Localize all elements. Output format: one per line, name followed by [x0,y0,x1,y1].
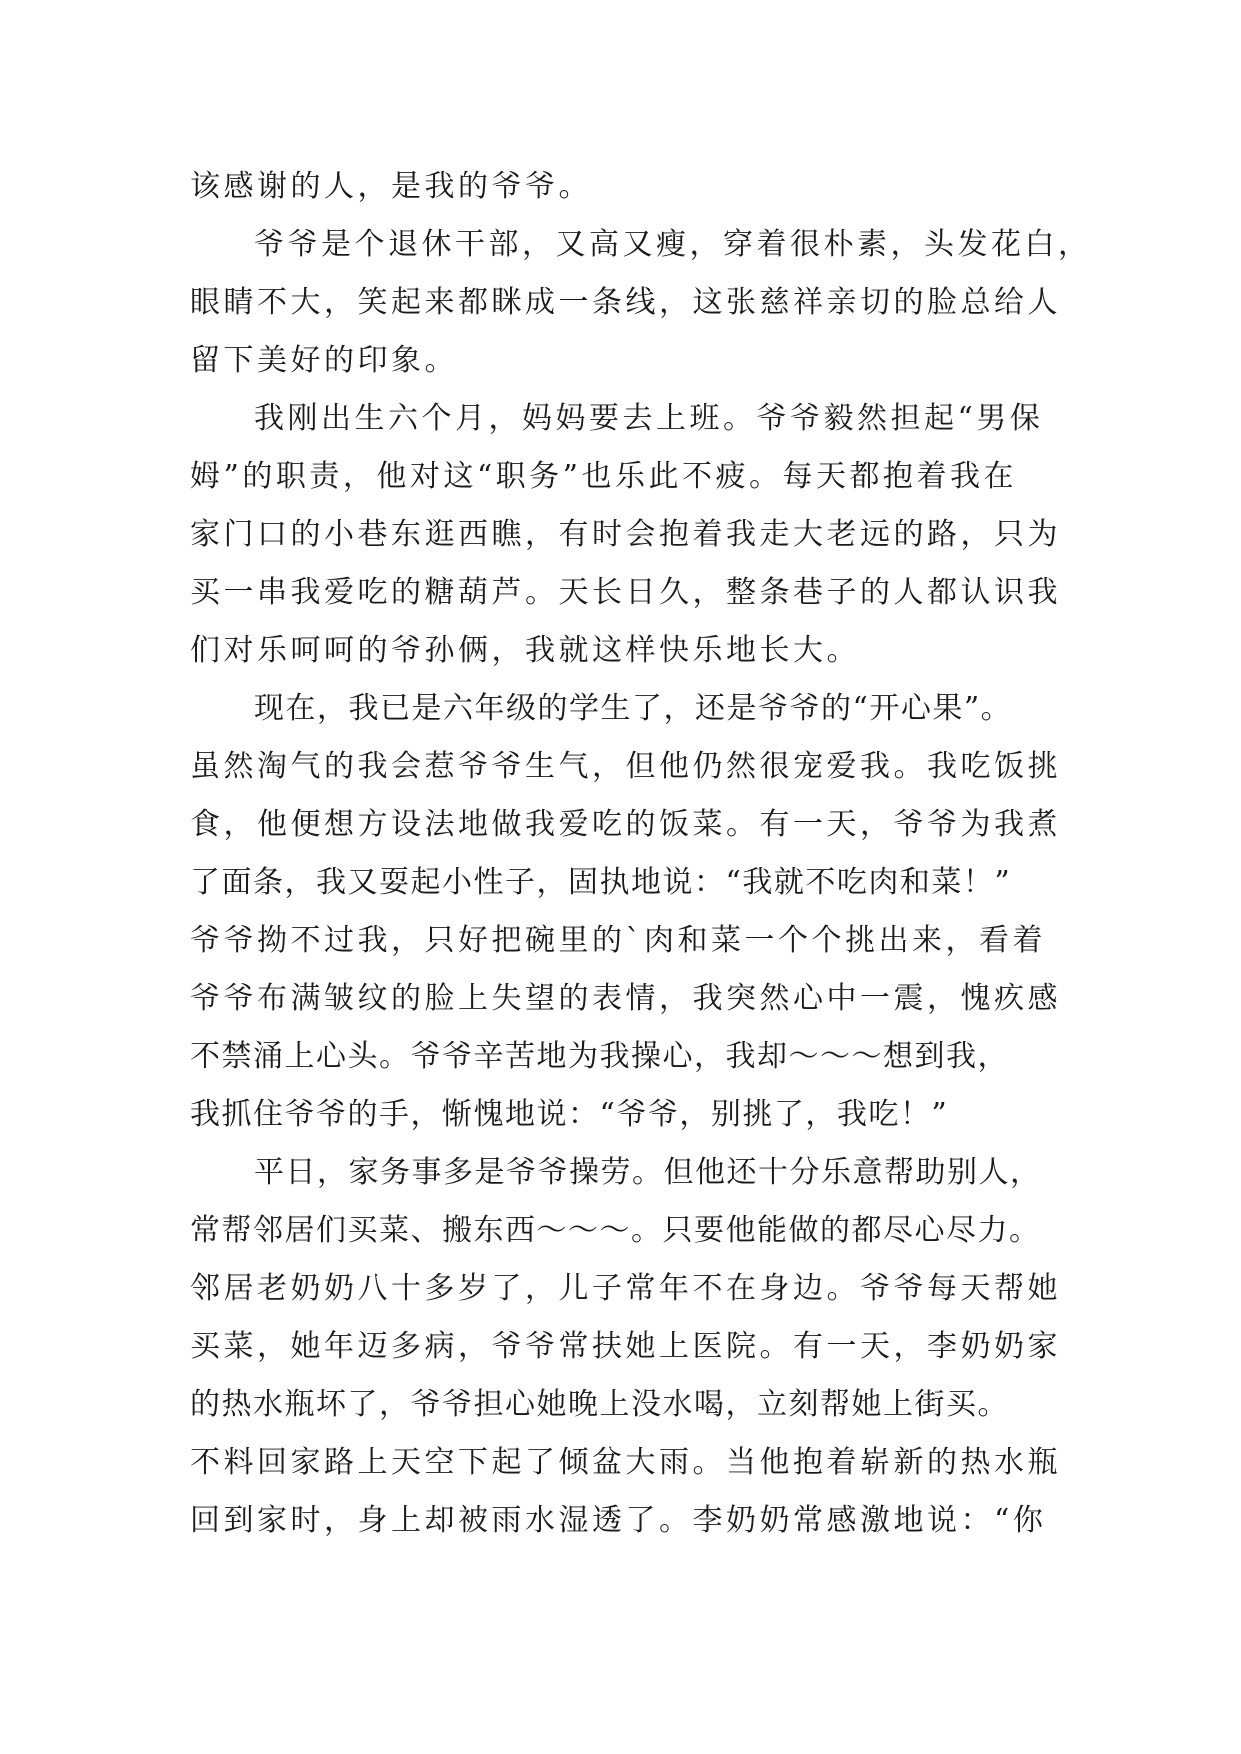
text-line: 爷爷拗不过我，只好把碗里的`肉和菜一个个挑出来，看着 [190,923,1046,958]
text-line: 我抓住爷爷的手，惭愧地说：“爷爷，别挑了，我吃！” [190,1097,949,1132]
text-line: 了面条，我又耍起小性子，固执地说：“我就不吃肉和菜！” [190,865,1012,900]
paragraph-start-line: 我刚出生六个月，妈妈要去上班。爷爷毅然担起“男保 [254,401,1044,436]
text-line: 们对乐呵呵的爷孙俩，我就这样快乐地长大。 [190,633,860,668]
paragraph-start-line: 平日，家务事多是爷爷操劳。但他还十分乐意帮助别人， [254,1155,1042,1190]
text-line: 姆”的职责，他对这“职务”也乐此不疲。每天都抱着我在 [190,459,1018,494]
text-line: 不料回家路上天空下起了倾盆大雨。当他抱着崭新的热水瓶 [190,1445,1061,1480]
text-line: 回到家时，身上却被雨水湿透了。李奶奶常感激地说：“你 [190,1503,1047,1538]
text-line: 买菜，她年迈多病，爷爷常扶她上医院。有一天，李奶奶家 [190,1329,1061,1364]
text-line: 常帮邻居们买菜、搬东西～～～。只要他能做的都尽心尽力。 [190,1213,1041,1248]
paragraph-start-line: 现在，我已是六年级的学生了，还是爷爷的“开心果”。 [254,691,1013,726]
text-line: 邻居老奶奶八十多岁了，儿子常年不在身边。爷爷每天帮她 [190,1271,1061,1306]
text-line: 买一串我爱吃的糖葫芦。天长日久，整条巷子的人都认识我 [190,575,1061,610]
text-line: 该感谢的人，是我的爷爷。 [190,169,592,204]
text-line: 虽然淘气的我会惹爷爷生气，但他仍然很宠爱我。我吃饭挑 [190,749,1061,784]
text-line: 食，他便想方设法地做我爱吃的饭菜。有一天，爷爷为我煮 [190,807,1061,842]
text-line: 眼睛不大，笑起来都眯成一条线，这张慈祥亲切的脸总给人 [190,285,1061,320]
text-line: 爷爷布满皱纹的脸上失望的表情，我突然心中一震，愧疚感 [190,981,1061,1016]
text-line: 的热水瓶坏了，爷爷担心她晚上没水喝，立刻帮她上街买。 [190,1387,1009,1422]
text-line: 留下美好的印象。 [190,343,458,378]
text-line: 家门口的小巷东逛西瞧，有时会抱着我走大老远的路，只为 [190,517,1061,552]
body-text [190,158,1092,1550]
text-line: 不禁涌上心头。爷爷辛苦地为我操心，我却～～～想到我， [190,1039,1009,1074]
paragraph-start-line: 爷爷是个退休干部，又高又瘦，穿着很朴素，头发花白， [254,227,1092,262]
